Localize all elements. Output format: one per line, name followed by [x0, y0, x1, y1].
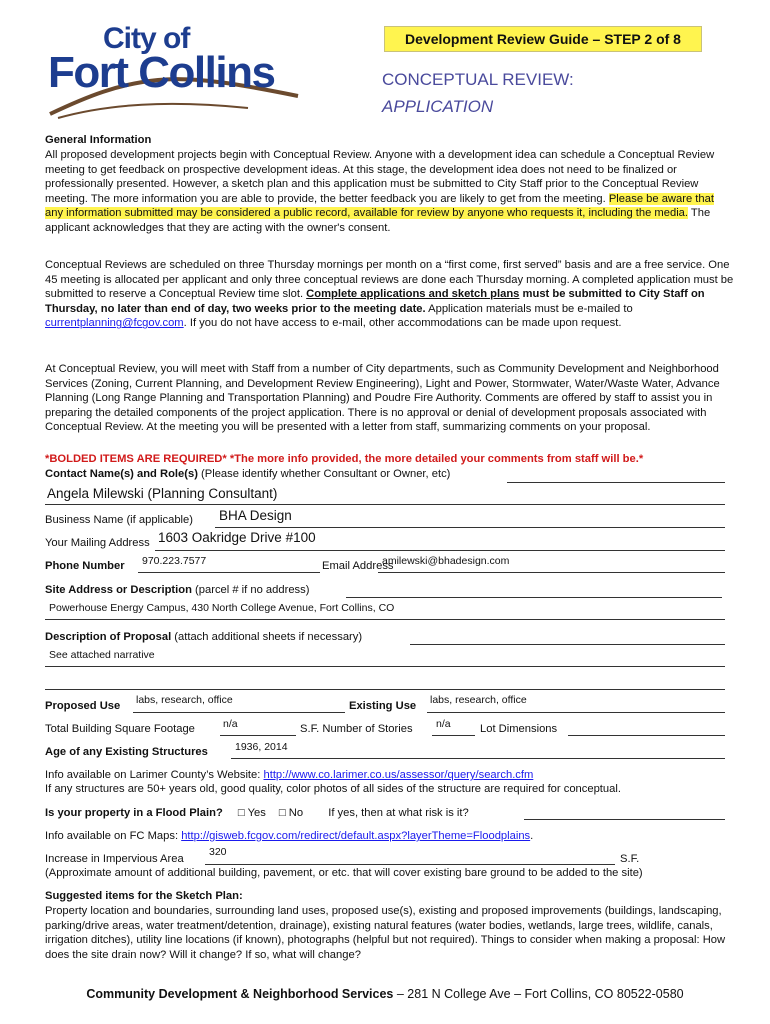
stories-underline: [432, 735, 475, 736]
contact-label-row: [45, 467, 450, 482]
general-p1-text: All proposed development projects begin with Conceptual Review. Anyone with a development idea can schedule a Conceptual Review meeting to get feedback on prospective development ideas. At this stage, the development idea does not need to be finalized or professionally presented. However, a sketch plan and this application must be submitted to City Staff prior to the Conceptual Review meeting. The more information you are able to provide, the better feedback you are likely to get from the meeting.: [45, 149, 715, 205]
sqft-underline: [220, 735, 296, 736]
required-note: *BOLDED ITEMS ARE REQUIRED* *The more info provided, the more detailed your comments from staff will be.*: [45, 453, 644, 465]
larimer-assessor-link[interactable]: http://www.co.larimer.co.us/assessor/query/search.cfm: [263, 769, 534, 781]
contact-field[interactable]: Angela Milewski (Planning Consultant): [47, 486, 278, 501]
description-underline-1: [45, 666, 725, 667]
photos-requirement: If any structures are 50+ years old, good quality, color photos of all sides of the structure are required for conceptual.: [45, 783, 621, 795]
flood-no-label: No: [288, 807, 304, 819]
impervious-field[interactable]: 320: [209, 846, 227, 858]
public-record-notice: Please be aware that any information submitted may be considered a public record, available for review by anyone who requests it, including the media.: [45, 192, 714, 220]
mailing-label: Your Mailing Address: [45, 537, 150, 549]
email-instruction-tail: . If you do not have access to e-mail, other accommodations can be made upon request.: [183, 317, 622, 330]
step-label: Development Review Guide – STEP 2 of 8: [384, 26, 702, 52]
site-hint: (parcel # if no address): [195, 584, 310, 596]
flood-yes-label: Yes: [247, 807, 266, 819]
stories-label: S.F. Number of Stories: [300, 723, 413, 735]
impervious-unit: S.F.: [620, 853, 640, 865]
general-paragraph-1: [45, 148, 735, 236]
contact-label-line: [507, 482, 725, 483]
description-field[interactable]: See attached narrative: [49, 649, 155, 661]
site-label-row: [45, 583, 309, 598]
email-underline: [378, 572, 725, 573]
site-label-line: [346, 597, 722, 598]
proposed-use-label: Proposed Use: [45, 700, 121, 712]
footer-address: – 281 N College Ave – Fort Collins, CO 80522-0580: [396, 987, 684, 1001]
complete-applications-text: Complete applications and sketch plans: [306, 288, 520, 301]
larimer-text: Info available on Larimer County’s Website:: [45, 769, 261, 781]
fcmaps-floodplains-link[interactable]: http://gisweb.fcgov.com/redirect/default.aspx?layerTheme=Floodplains: [181, 830, 531, 842]
flood-no-checkbox[interactable]: □ No: [278, 807, 304, 819]
page-subtitle: APPLICATION: [382, 97, 494, 116]
email-field[interactable]: amilewski@bhadesign.com: [382, 555, 510, 567]
proposed-use-underline: [133, 712, 345, 713]
lot-dimensions-label: Lot Dimensions: [480, 723, 558, 735]
contact-underline: [45, 504, 725, 505]
age-field[interactable]: 1936, 2014: [235, 741, 288, 753]
impervious-label: Increase in Impervious Area: [45, 853, 184, 865]
logo-fort-collins: Fort Collins: [48, 48, 275, 97]
description-underline-2: [45, 689, 725, 690]
description-label: Description of Proposal: [45, 631, 172, 643]
footer: [0, 987, 770, 1001]
business-field[interactable]: BHA Design: [219, 508, 292, 523]
contact-hint: (Please identify whether Consultant or Owner, etc): [201, 468, 451, 480]
business-label: Business Name (if applicable): [45, 514, 193, 526]
general-heading: General Information: [45, 134, 152, 146]
footer-department: Community Development & Neighborhood Services: [86, 987, 394, 1001]
mailing-underline: [155, 550, 725, 551]
general-paragraph-3: At Conceptual Review, you will meet with Staff from a number of City departments, such as Community Development and Neighborhood Services (Zoning, Current Planning, and Development Review Engineering), Light and Power, Stormwater, Water/Waste Water, Advance Planning (Long Range Planning and Transportation Planning) and Poudre Fire Authority. Comments are offered by staff to assist you in preparing the detailed components of the project application. There is no approval or denial of development proposals associated with Conceptual Review. At the meeting you will be presented with a letter from staff, summarizing comments on your proposal.: [45, 363, 720, 434]
email-label: Email Address: [322, 560, 394, 572]
email-instruction-text: Application materials must be e-mailed to: [428, 302, 633, 315]
mailing-field[interactable]: 1603 Oakridge Drive #100: [158, 530, 316, 545]
stories-field[interactable]: n/a: [436, 718, 451, 730]
proposed-use-field[interactable]: labs, research, office: [136, 694, 233, 706]
general-paragraph-2: [45, 258, 735, 331]
flood-yes-checkbox[interactable]: □ Yes: [237, 807, 266, 819]
current-planning-email-link[interactable]: currentplanning@fcgov.com: [45, 317, 184, 330]
business-underline: [215, 527, 725, 528]
phone-label: Phone Number: [45, 560, 125, 572]
flood-risk-label: If yes, then at what risk is it?: [328, 807, 469, 819]
larimer-row: [45, 768, 533, 783]
sketch-heading: Suggested items for the Sketch Plan:: [45, 890, 243, 902]
age-label: Age of any Existing Structures: [45, 746, 208, 758]
general-p2-text: Conceptual Reviews are scheduled on three Thursday mornings per month on a “first come, first served” basis and are a free service. One 45 meeting is allocated per applicant and only three conceptual reviews are done each Thursday morning. A completed application must be submitted to reserve a Conceptual Review time slot.: [45, 259, 734, 301]
lot-dimensions-underline: [568, 735, 725, 736]
description-label-line: [410, 644, 725, 645]
existing-use-field[interactable]: labs, research, office: [430, 694, 527, 706]
owner-consent-text: The applicant acknowledges that they are acting with the owner's consent.: [45, 207, 711, 234]
age-underline: [231, 758, 725, 759]
flood-label: Is your property in a Flood Plain?: [45, 807, 223, 819]
flood-row: [45, 806, 469, 821]
site-field[interactable]: Powerhouse Energy Campus, 430 North College Avenue, Fort Collins, CO: [49, 602, 395, 614]
description-hint: (attach additional sheets if necessary): [174, 631, 363, 643]
site-label: Site Address or Description: [45, 584, 192, 596]
impervious-underline: [205, 864, 615, 865]
logo-city-of: City of: [103, 22, 190, 55]
sketch-body: Property location and boundaries, surrounding land uses, proposed use(s), existing and proposed improvements (buildings, landscaping, parking/drive areas, water treatment/detention, drainage), existing natural features (water bodies, wetlands, large trees, wildlife, canals, irrigation ditches), utility line locations (if known), photographs (helpful but not required). Things to consider when making a proposal: How does the site drain now? Will it change? If so, what will change?: [45, 905, 726, 961]
page-title: CONCEPTUAL REVIEW:: [382, 70, 574, 89]
fcmaps-text: Info available on FC Maps:: [45, 830, 179, 842]
city-logo: [48, 22, 303, 120]
fcmaps-row: Info available on FC Maps: http://gisweb.fcgov.com/redirect/default.aspx?layerTheme=Floodplains.: [45, 830, 534, 842]
phone-underline: [138, 572, 320, 573]
contact-label: Contact Name(s) and Role(s): [45, 468, 198, 480]
flood-risk-underline: [524, 819, 725, 820]
impervious-note: (Approximate amount of additional building, pavement, or etc. that will cover existing bare ground to be added to the site): [45, 867, 643, 879]
deadline-text: must be submitted to City Staff on Thursday, no later than end of day, two weeks prior to the meeting date.: [45, 288, 705, 315]
phone-field[interactable]: 970.223.7577: [142, 555, 207, 567]
sqft-label: Total Building Square Footage: [45, 723, 195, 735]
description-label-row: [45, 630, 362, 645]
existing-use-underline: [427, 712, 725, 713]
existing-use-label: Existing Use: [349, 700, 417, 712]
sqft-field[interactable]: n/a: [223, 718, 238, 730]
site-underline: [45, 619, 725, 620]
